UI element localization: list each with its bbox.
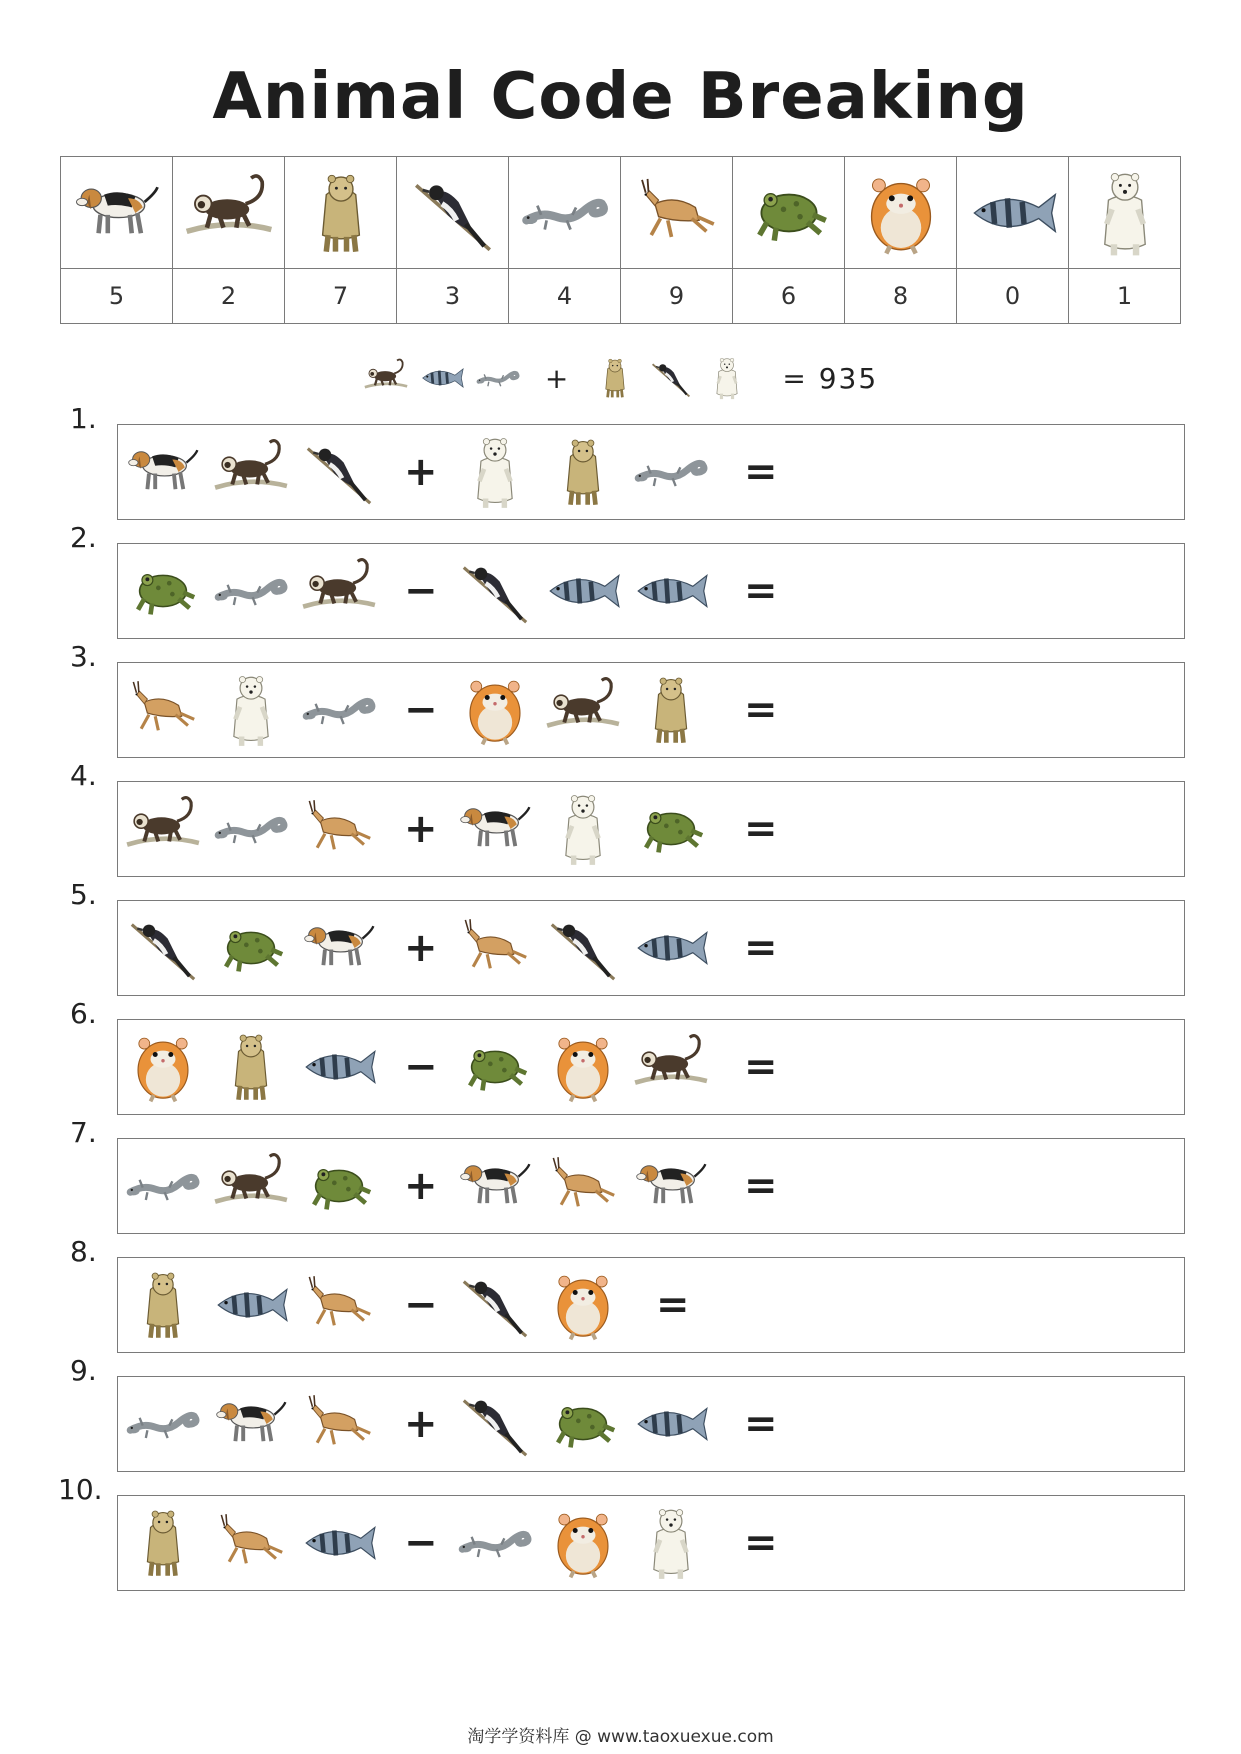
footer-watermark: 淘学学资料库 @ www.taoxuexue.com — [467, 1727, 774, 1747]
operator-sign: + — [404, 1163, 438, 1209]
bird-icon — [124, 909, 202, 987]
fish-icon — [632, 1385, 710, 1463]
fish-icon — [544, 552, 622, 630]
key-digit-cell: 1 — [1069, 269, 1181, 324]
lizard-icon — [124, 1385, 202, 1463]
key-picture-cell — [1069, 157, 1181, 269]
bird-icon — [456, 1385, 534, 1463]
problem-number: 5. — [70, 878, 97, 911]
key-digit-cell: 9 — [621, 269, 733, 324]
problem-box — [117, 781, 1185, 877]
equals-sign: = — [744, 1401, 778, 1447]
key-digit-cell: 3 — [397, 269, 509, 324]
fish-icon — [300, 1504, 378, 1582]
bird-icon — [648, 355, 694, 401]
problem-number: 9. — [70, 1354, 97, 1387]
fish-icon — [632, 552, 710, 630]
lion-icon — [632, 671, 710, 749]
equals-sign: = — [744, 925, 778, 971]
beagle-icon — [456, 790, 534, 868]
problem-box — [117, 1376, 1185, 1472]
equals-sign: = — [744, 1163, 778, 1209]
equals-sign: = — [744, 449, 778, 495]
code-key-table — [60, 156, 1181, 324]
antelope-icon — [456, 909, 534, 987]
beagle-icon — [300, 909, 378, 987]
fish-icon — [632, 909, 710, 987]
antelope-icon — [544, 1147, 622, 1225]
operator-sign: − — [404, 1282, 438, 1328]
equals-sign: = — [744, 568, 778, 614]
fish-icon — [212, 1266, 290, 1344]
key-picture-cell — [621, 157, 733, 269]
equals-sign: = — [744, 687, 778, 733]
problem-box — [117, 900, 1185, 996]
operator-sign: − — [404, 568, 438, 614]
frog-icon — [124, 552, 202, 630]
beagle-icon — [632, 1147, 710, 1225]
hamster-icon — [855, 167, 947, 259]
problem-number: 1. — [70, 402, 97, 435]
key-picture-cell — [733, 157, 845, 269]
problem-number: 2. — [70, 521, 97, 554]
hamster-icon — [544, 1504, 622, 1582]
problem-box — [117, 1138, 1185, 1234]
problem-box — [117, 543, 1185, 639]
monkey-icon — [544, 671, 622, 749]
monkey-icon — [124, 790, 202, 868]
lizard-icon — [632, 433, 710, 511]
operator-sign: + — [404, 1401, 438, 1447]
operator-sign: − — [404, 1044, 438, 1090]
problem-box — [117, 1019, 1185, 1115]
bird-icon — [456, 552, 534, 630]
lizard-icon — [212, 552, 290, 630]
polar-bear-icon — [704, 355, 750, 401]
equals-sign: = — [744, 1520, 778, 1566]
lizard-icon — [456, 1504, 534, 1582]
example-result: = 935 — [782, 361, 879, 395]
antelope-icon — [124, 671, 202, 749]
key-digit-cell: 2 — [173, 269, 285, 324]
operator-sign: + — [404, 925, 438, 971]
monkey-icon — [363, 355, 409, 401]
problem-number: 3. — [70, 640, 97, 673]
example-equation — [0, 350, 1241, 406]
frog-icon — [212, 909, 290, 987]
fish-icon — [967, 167, 1059, 259]
beagle-icon — [456, 1147, 534, 1225]
key-picture-cell — [397, 157, 509, 269]
bird-icon — [544, 909, 622, 987]
hamster-icon — [456, 671, 534, 749]
beagle-icon — [71, 167, 163, 259]
frog-icon — [743, 167, 835, 259]
key-digit-cell: 4 — [509, 269, 621, 324]
problem-number: 7. — [70, 1116, 97, 1149]
key-picture-cell — [509, 157, 621, 269]
page-title: Animal Code Breaking — [212, 60, 1029, 134]
key-digit-cell: 5 — [61, 269, 173, 324]
antelope-icon — [300, 790, 378, 868]
lion-icon — [544, 433, 622, 511]
fish-icon — [300, 1028, 378, 1106]
problem-box — [117, 1257, 1185, 1353]
antelope-icon — [212, 1504, 290, 1582]
problem-box — [117, 1495, 1185, 1591]
antelope-icon — [300, 1385, 378, 1463]
problem-box — [117, 662, 1185, 758]
frog-icon — [456, 1028, 534, 1106]
frog-icon — [300, 1147, 378, 1225]
lizard-icon — [300, 671, 378, 749]
lion-icon — [124, 1504, 202, 1582]
problem-number: 10. — [58, 1473, 103, 1506]
monkey-icon — [183, 167, 275, 259]
antelope-icon — [300, 1266, 378, 1344]
polar-bear-icon — [1079, 167, 1171, 259]
equals-sign: = — [656, 1282, 690, 1328]
lion-icon — [212, 1028, 290, 1106]
fish-icon — [419, 355, 465, 401]
problem-number: 8. — [70, 1235, 97, 1268]
monkey-icon — [212, 1147, 290, 1225]
polar-bear-icon — [456, 433, 534, 511]
bird-icon — [300, 433, 378, 511]
frog-icon — [632, 790, 710, 868]
lion-icon — [592, 355, 638, 401]
monkey-icon — [632, 1028, 710, 1106]
equals-sign: = — [744, 806, 778, 852]
problem-number: 6. — [70, 997, 97, 1030]
key-picture-cell — [285, 157, 397, 269]
beagle-icon — [124, 433, 202, 511]
lizard-icon — [475, 355, 521, 401]
key-picture-cell — [61, 157, 173, 269]
key-digit-cell: 6 — [733, 269, 845, 324]
key-digit-cell: 7 — [285, 269, 397, 324]
monkey-icon — [300, 552, 378, 630]
hamster-icon — [124, 1028, 202, 1106]
lion-icon — [295, 167, 387, 259]
hamster-icon — [544, 1266, 622, 1344]
hamster-icon — [544, 1028, 622, 1106]
key-picture-cell — [173, 157, 285, 269]
lizard-icon — [519, 167, 611, 259]
operator-sign: − — [404, 687, 438, 733]
key-digit-cell: 0 — [957, 269, 1069, 324]
operator-sign: + — [544, 361, 569, 395]
operator-sign: − — [404, 1520, 438, 1566]
lizard-icon — [212, 790, 290, 868]
problem-box — [117, 424, 1185, 520]
operator-sign: + — [404, 449, 438, 495]
key-picture-cell — [845, 157, 957, 269]
key-picture-cell — [957, 157, 1069, 269]
polar-bear-icon — [212, 671, 290, 749]
problem-number: 4. — [70, 759, 97, 792]
lion-icon — [124, 1266, 202, 1344]
key-digit-cell: 8 — [845, 269, 957, 324]
lizard-icon — [124, 1147, 202, 1225]
bird-icon — [407, 167, 499, 259]
operator-sign: + — [404, 806, 438, 852]
polar-bear-icon — [544, 790, 622, 868]
frog-icon — [544, 1385, 622, 1463]
antelope-icon — [631, 167, 723, 259]
monkey-icon — [212, 433, 290, 511]
equals-sign: = — [744, 1044, 778, 1090]
polar-bear-icon — [632, 1504, 710, 1582]
beagle-icon — [212, 1385, 290, 1463]
bird-icon — [456, 1266, 534, 1344]
